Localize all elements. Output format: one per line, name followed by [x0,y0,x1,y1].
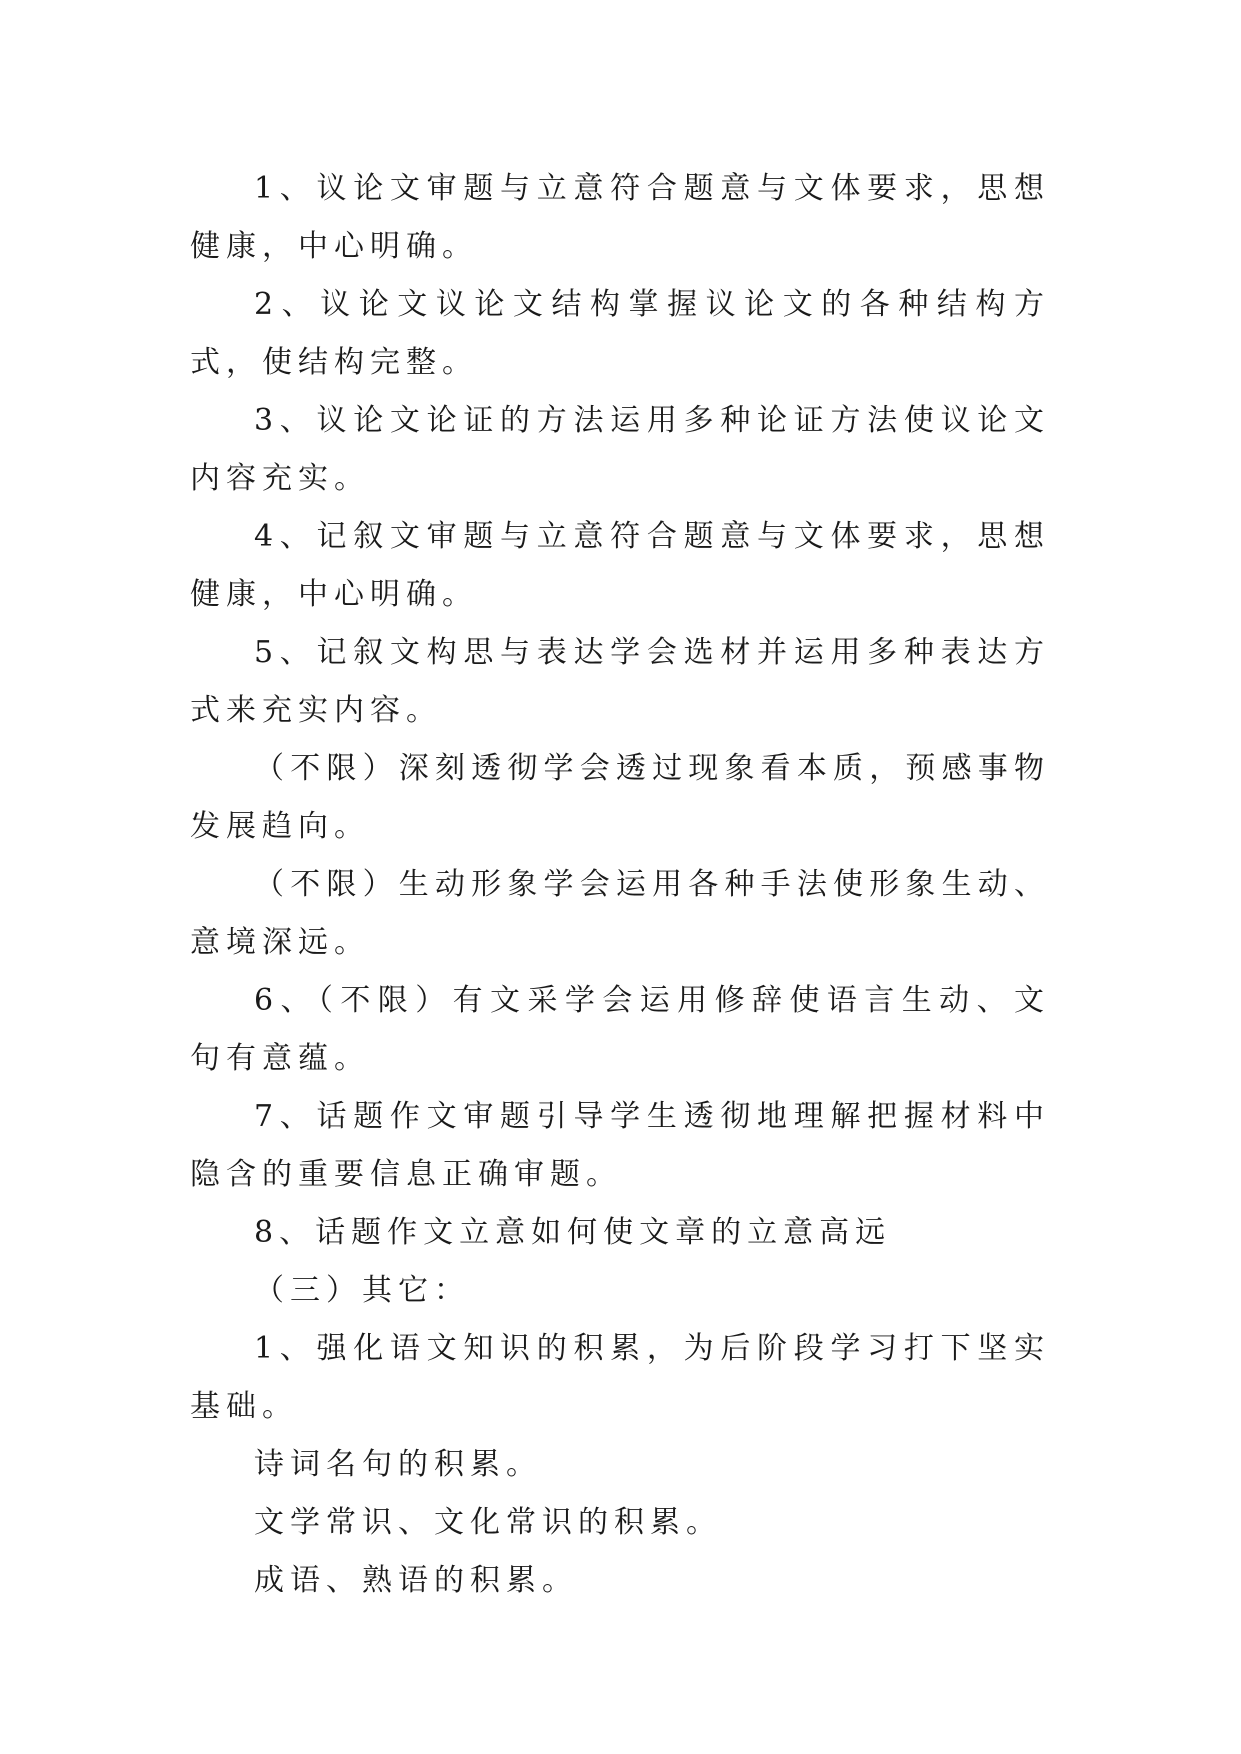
paragraph-4: 4、记叙文审题与立意符合题意与文体要求，思想健康，中心明确。 [190,519,1050,612]
paragraph-7: （不限）生动形象学会运用各种手法使形象生动、意境深远。 [190,867,1050,960]
list-item-2: 文学常识、文化常识的积累。 [254,1505,722,1540]
paragraph-9: 7、话题作文审题引导学生透彻地理解把握材料中隐含的重要信息正确审题。 [190,1099,1050,1192]
section-heading: （三）其它： [254,1273,470,1308]
paragraph-8: 6、（不限）有文采学会运用修辞使语言生动、文句有意蕴。 [190,983,1050,1076]
paragraph-10: 8、话题作文立意如何使文章的立意高远 [254,1215,892,1250]
paragraph-2: 2、议论文议论文结构掌握议论文的各种结构方式，使结构完整。 [190,287,1050,380]
list-item-3: 成语、熟语的积累。 [254,1563,578,1598]
document-body [190,160,1050,1610]
paragraph-1: 1、议论文审题与立意符合题意与文体要求，思想健康，中心明确。 [190,171,1050,264]
paragraph-5: 5、记叙文构思与表达学会选材并运用多种表达方式来充实内容。 [190,635,1050,728]
paragraph-11: 1、强化语文知识的积累，为后阶段学习打下坚实基础。 [190,1331,1050,1424]
paragraph-3: 3、议论文论证的方法运用多种论证方法使议论文内容充实。 [190,403,1050,496]
list-item-1: 诗词名句的积累。 [254,1447,542,1482]
paragraph-6: （不限）深刻透彻学会透过现象看本质，预感事物发展趋向。 [190,751,1050,844]
